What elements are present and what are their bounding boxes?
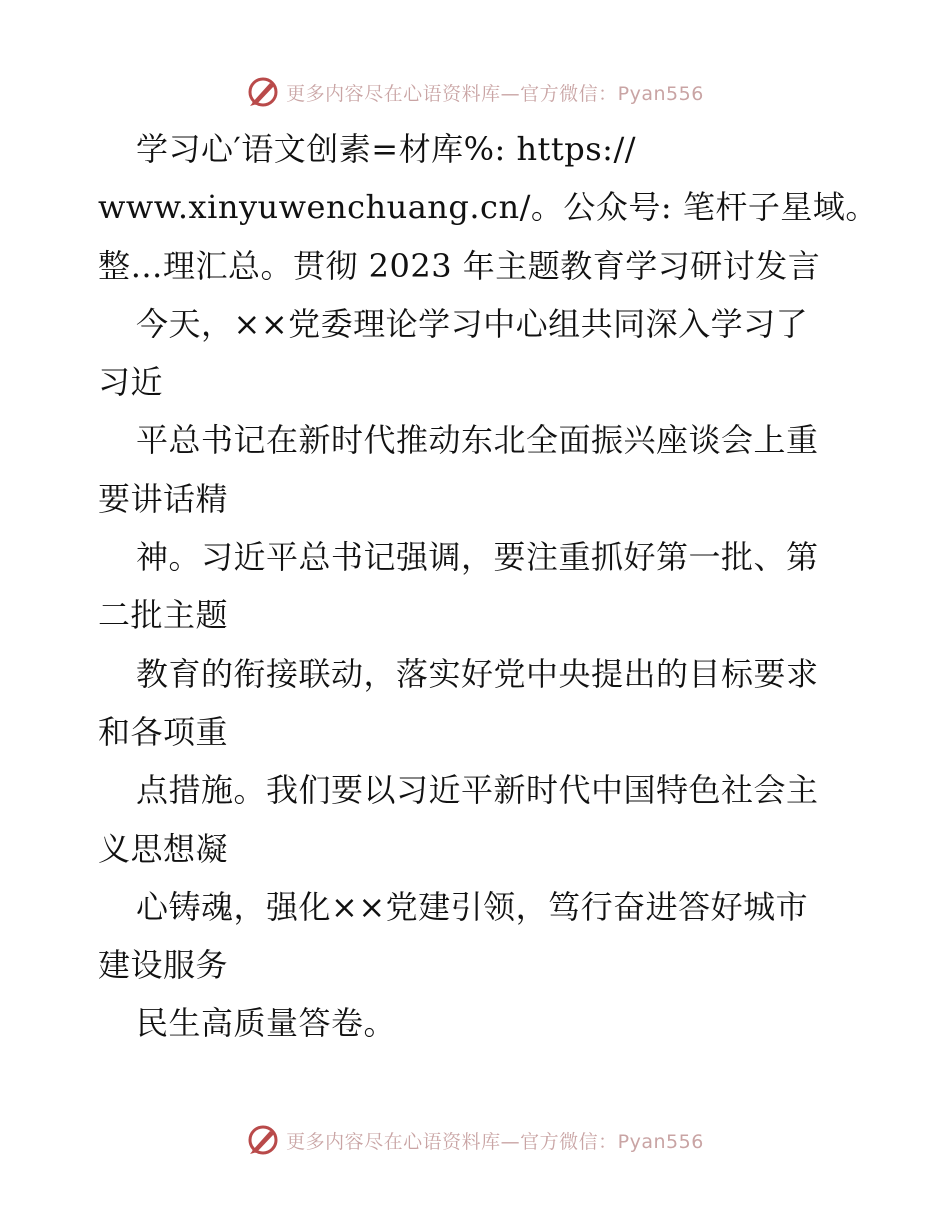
text-line: 和各项重: [98, 712, 229, 751]
text-line: 点措施。我们要以习近平新时代中国特色社会主: [136, 771, 819, 810]
header-watermark: [0, 72, 950, 112]
text-line: 整…理汇总。贯彻 2023 年主题教育学习研讨发言: [98, 246, 821, 285]
text-line: 今天，××党委理论学习中心组共同深入学习了: [136, 304, 809, 343]
text-line: 平总书记在新时代推动东北全面振兴座谈会上重: [136, 421, 819, 460]
text-line: 教育的衔接联动，落实好党中央提出的目标要求: [136, 654, 819, 693]
pen-logo-icon: [246, 75, 280, 109]
text-line: 神。习近平总书记强调，要注重抓好第一批、第: [136, 538, 819, 577]
pen-logo-icon: [246, 1123, 280, 1157]
text-line: 学习心′语文创素=材库%: https://: [136, 130, 637, 168]
text-line: 要讲话精: [98, 479, 229, 518]
text-line: 二批主题: [98, 596, 229, 635]
text-line: 义思想凝: [98, 829, 229, 868]
text-line: 建设服务: [98, 946, 229, 985]
watermark-text: 更多内容尽在心语资料库—官方微信：Pyan556: [286, 82, 704, 105]
document-body: [98, 120, 878, 1053]
text-line: 心铸魂，强化××党建引领，笃行奋进答好城市: [136, 887, 809, 926]
footer-watermark: [0, 1120, 950, 1160]
text-line: 习近: [98, 363, 164, 402]
text-line: www.xinyuwenchuang.cn/。公众号: 笔杆子星域。: [98, 188, 878, 227]
watermark-text: 更多内容尽在心语资料库—官方微信：Pyan556: [286, 1130, 704, 1153]
text-line: 民生高质量答卷。: [136, 1004, 397, 1043]
